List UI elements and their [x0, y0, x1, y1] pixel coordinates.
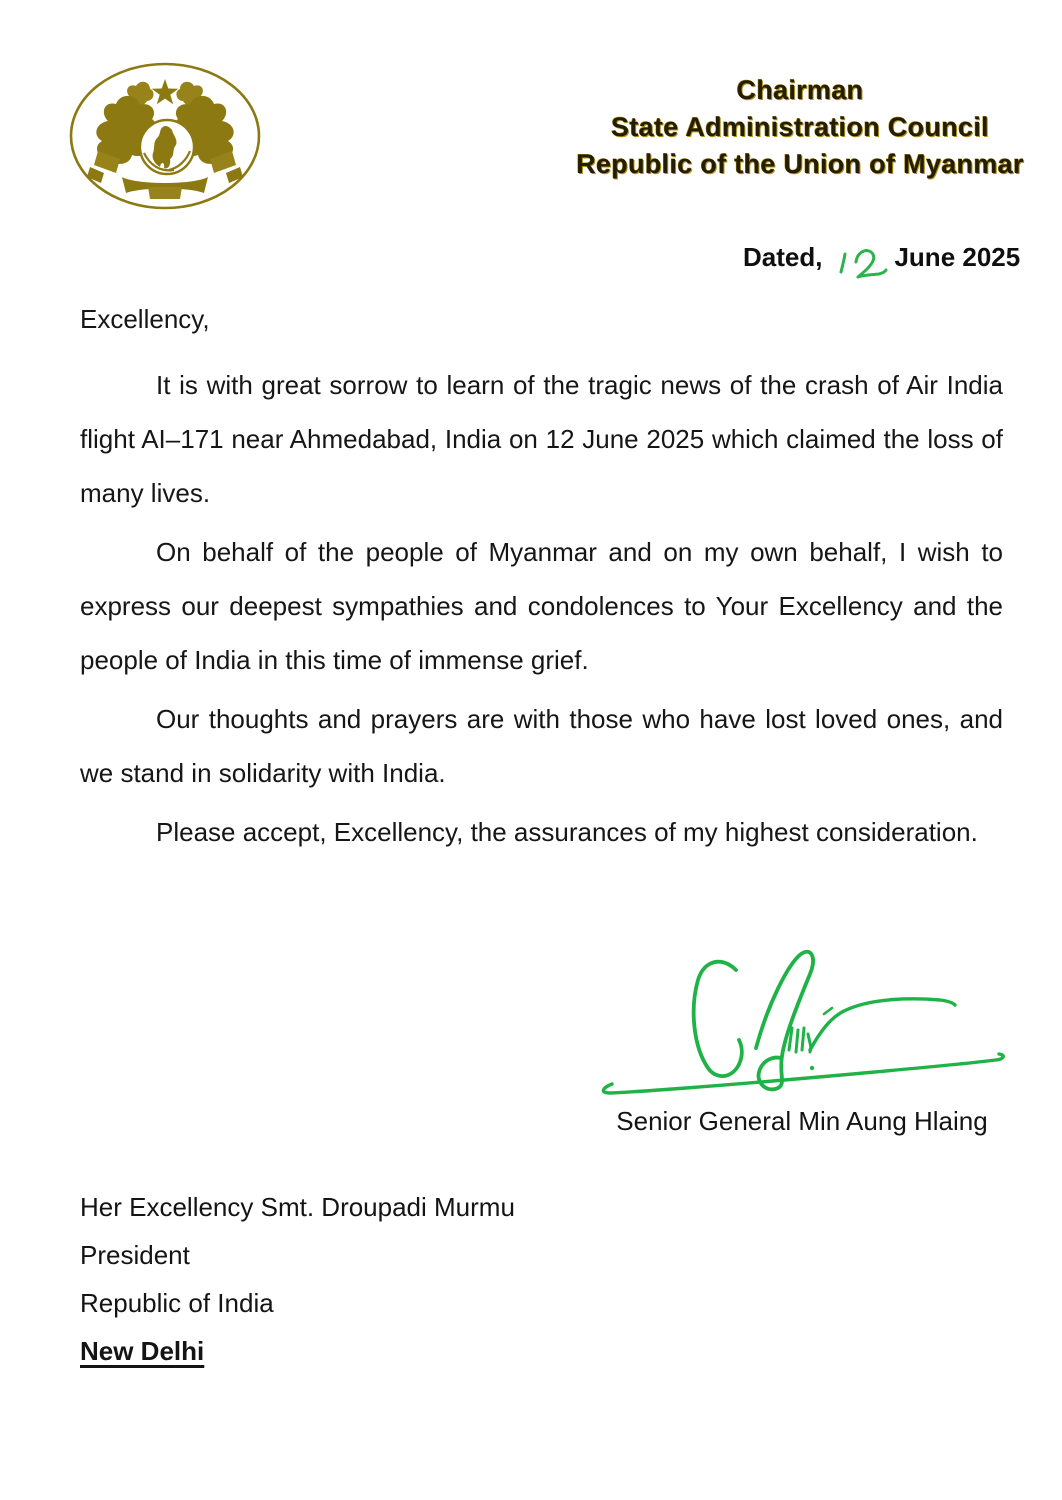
handwritten-day-ink — [834, 241, 888, 283]
signatory-name: Senior General Min Aung Hlaing — [616, 1106, 988, 1136]
recipient-title: President — [80, 1240, 190, 1270]
letter-body — [80, 292, 1003, 859]
salutation: Excellency, — [80, 304, 210, 334]
recipient-city-line — [80, 1327, 515, 1375]
date-prefix: Dated, — [743, 242, 823, 272]
letterhead — [550, 72, 1050, 183]
recipient-country: Republic of India — [80, 1288, 274, 1318]
recipient-city: New Delhi — [80, 1336, 205, 1366]
recipient-block — [80, 1183, 515, 1375]
letterhead-line-1: Chairman — [736, 75, 864, 105]
date-line — [743, 237, 1020, 283]
paragraph-3: Our thoughts and prayers are with those who have lost loved ones, and we stand in solidarity with India. — [80, 704, 1003, 788]
date-suffix: June 2025 — [894, 242, 1021, 272]
recipient-name: Her Excellency Smt. Droupadi Murmu — [80, 1192, 515, 1222]
letterhead-line-3: Republic of the Union of Myanmar — [576, 149, 1024, 179]
letterhead-line-2: State Administration Council — [611, 112, 989, 142]
paragraph-4: Please accept, Excellency, the assurances of my highest consideration. — [156, 817, 978, 847]
signature-ink-icon — [596, 938, 1016, 1098]
myanmar-state-seal-icon — [64, 55, 266, 217]
paragraph-2: On behalf of the people of Myanmar and on my own behalf, I wish to express our deepest sympathies and condolences to Your Excellency and the people of India in this time of immense grief. — [80, 537, 1003, 675]
paragraph-1: It is with great sorrow to learn of the tragic news of the crash of Air India flight AI–171 near Ahmedabad, India on 12 June 2025 which claimed the loss of many lives. — [80, 370, 1003, 508]
